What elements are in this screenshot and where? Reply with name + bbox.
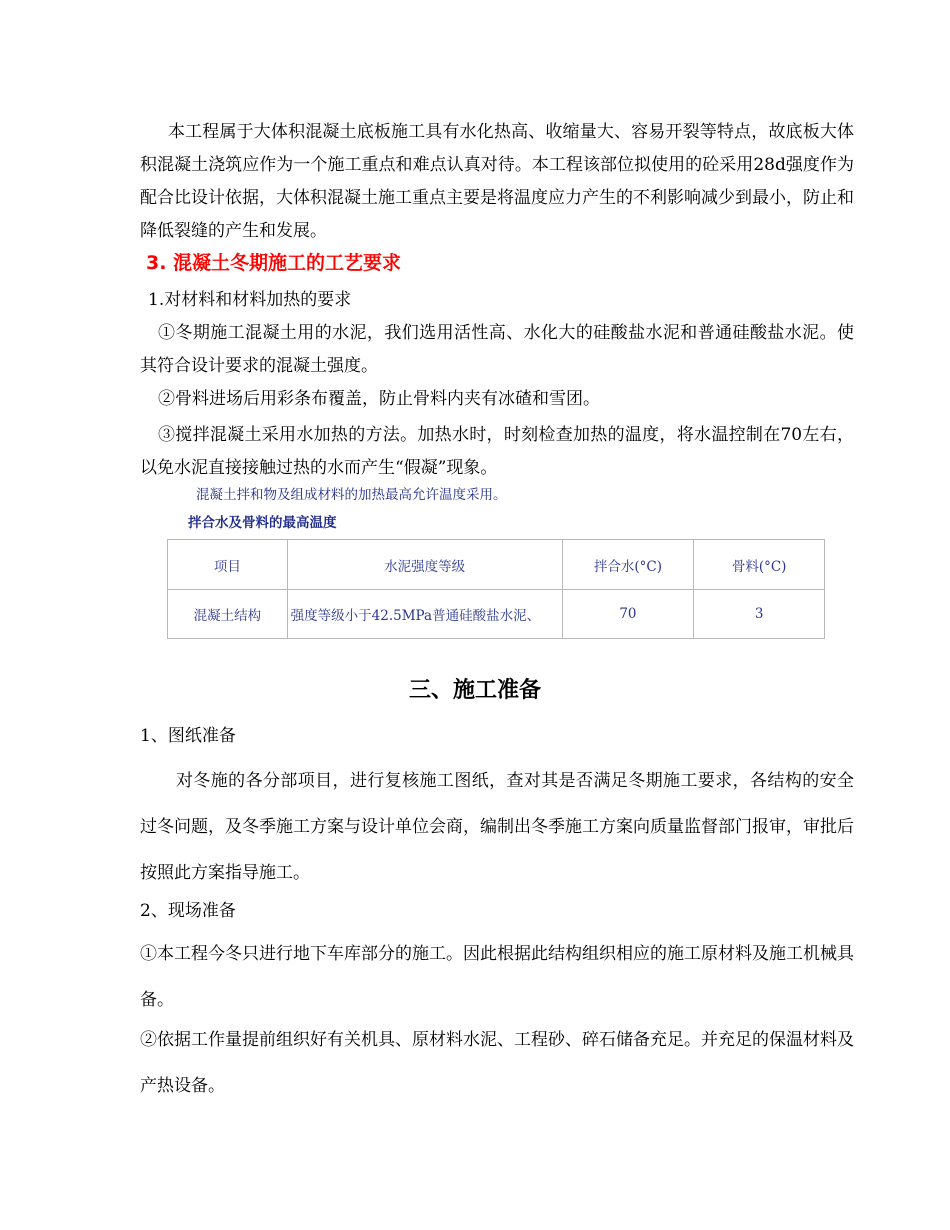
table-header-row bbox=[168, 540, 825, 590]
intro-paragraph: 本工程属于大体积混凝土底板施工具有水化热高、收缩量大、容易开裂等特点，故底板大体积混凝土浇筑应作为一个施工重点和难点认真对待。本工程该部位拟使用的砼采用28d强度作为配合比设计依据，大体积混凝土施工重点主要是将温度应力产生的不利影响减少到最小，防止和降低裂缝的产生和发展。 bbox=[140, 122, 854, 241]
table-cell: 3 bbox=[694, 590, 825, 639]
subsection-drawings-title: 1、图纸准备 bbox=[140, 726, 236, 746]
table-cell: 70 bbox=[562, 590, 694, 639]
max-temperature-table bbox=[167, 539, 825, 639]
table-cell: 混凝土结构 bbox=[168, 590, 288, 639]
table-caption: 拌合水及骨料的最高温度 bbox=[188, 515, 337, 531]
table-header-cell: 水泥强度等级 bbox=[287, 540, 562, 590]
material-item-3: ③搅拌混凝土采用水加热的方法。加热水时，时刻检查加热的温度，将水温控制在70左右，以免水泥直接接触过热的水而产生“假凝”现象。 bbox=[140, 425, 854, 478]
subsection-site-title: 2、现场准备 bbox=[140, 901, 236, 921]
table-header-cell: 项目 bbox=[168, 540, 288, 590]
subheading-materials: 1.对材料和材料加热的要求 bbox=[148, 290, 352, 310]
section-title: 三、施工准备 bbox=[408, 678, 541, 703]
material-item-2: ②骨料进场后用彩条布覆盖，防止骨料内夹有冰碴和雪团。 bbox=[158, 389, 600, 409]
section-heading-3: 3. 混凝土冬期施工的工艺要求 bbox=[146, 252, 402, 274]
table-row bbox=[168, 590, 825, 639]
table-cell: 强度等级小于42.5MPa普通硅酸盐水泥、 bbox=[287, 590, 562, 639]
site-item-1: ①本工程今冬只进行地下车库部分的施工。因此根据此结构组织相应的施工原材料及施工机械具备。 bbox=[140, 944, 854, 1010]
table-header-cell: 骨料(°C) bbox=[694, 540, 825, 590]
table-header-cell: 拌合水(°C) bbox=[562, 540, 694, 590]
subsection-drawings-body: 对冬施的各分部项目，进行复核施工图纸，查对其是否满足冬期施工要求，各结构的安全过冬问题，及冬季施工方案与设计单位会商，编制出冬季施工方案向质量监督部门报审，审批后按照此方案指导施工。 bbox=[140, 771, 854, 883]
heating-note: 混凝土拌和物及组成材料的加热最高允许温度采用。 bbox=[196, 487, 507, 503]
site-item-2: ②依据工作量提前组织好有关机具、原材料水泥、工程砂、碎石储备充足。并充足的保温材料及产热设备。 bbox=[140, 1030, 854, 1096]
material-item-1: ①冬期施工混凝土用的水泥，我们选用活性高、水化大的硅酸盐水泥和普通硅酸盐水泥。使其符合设计要求的混凝土强度。 bbox=[140, 323, 854, 376]
